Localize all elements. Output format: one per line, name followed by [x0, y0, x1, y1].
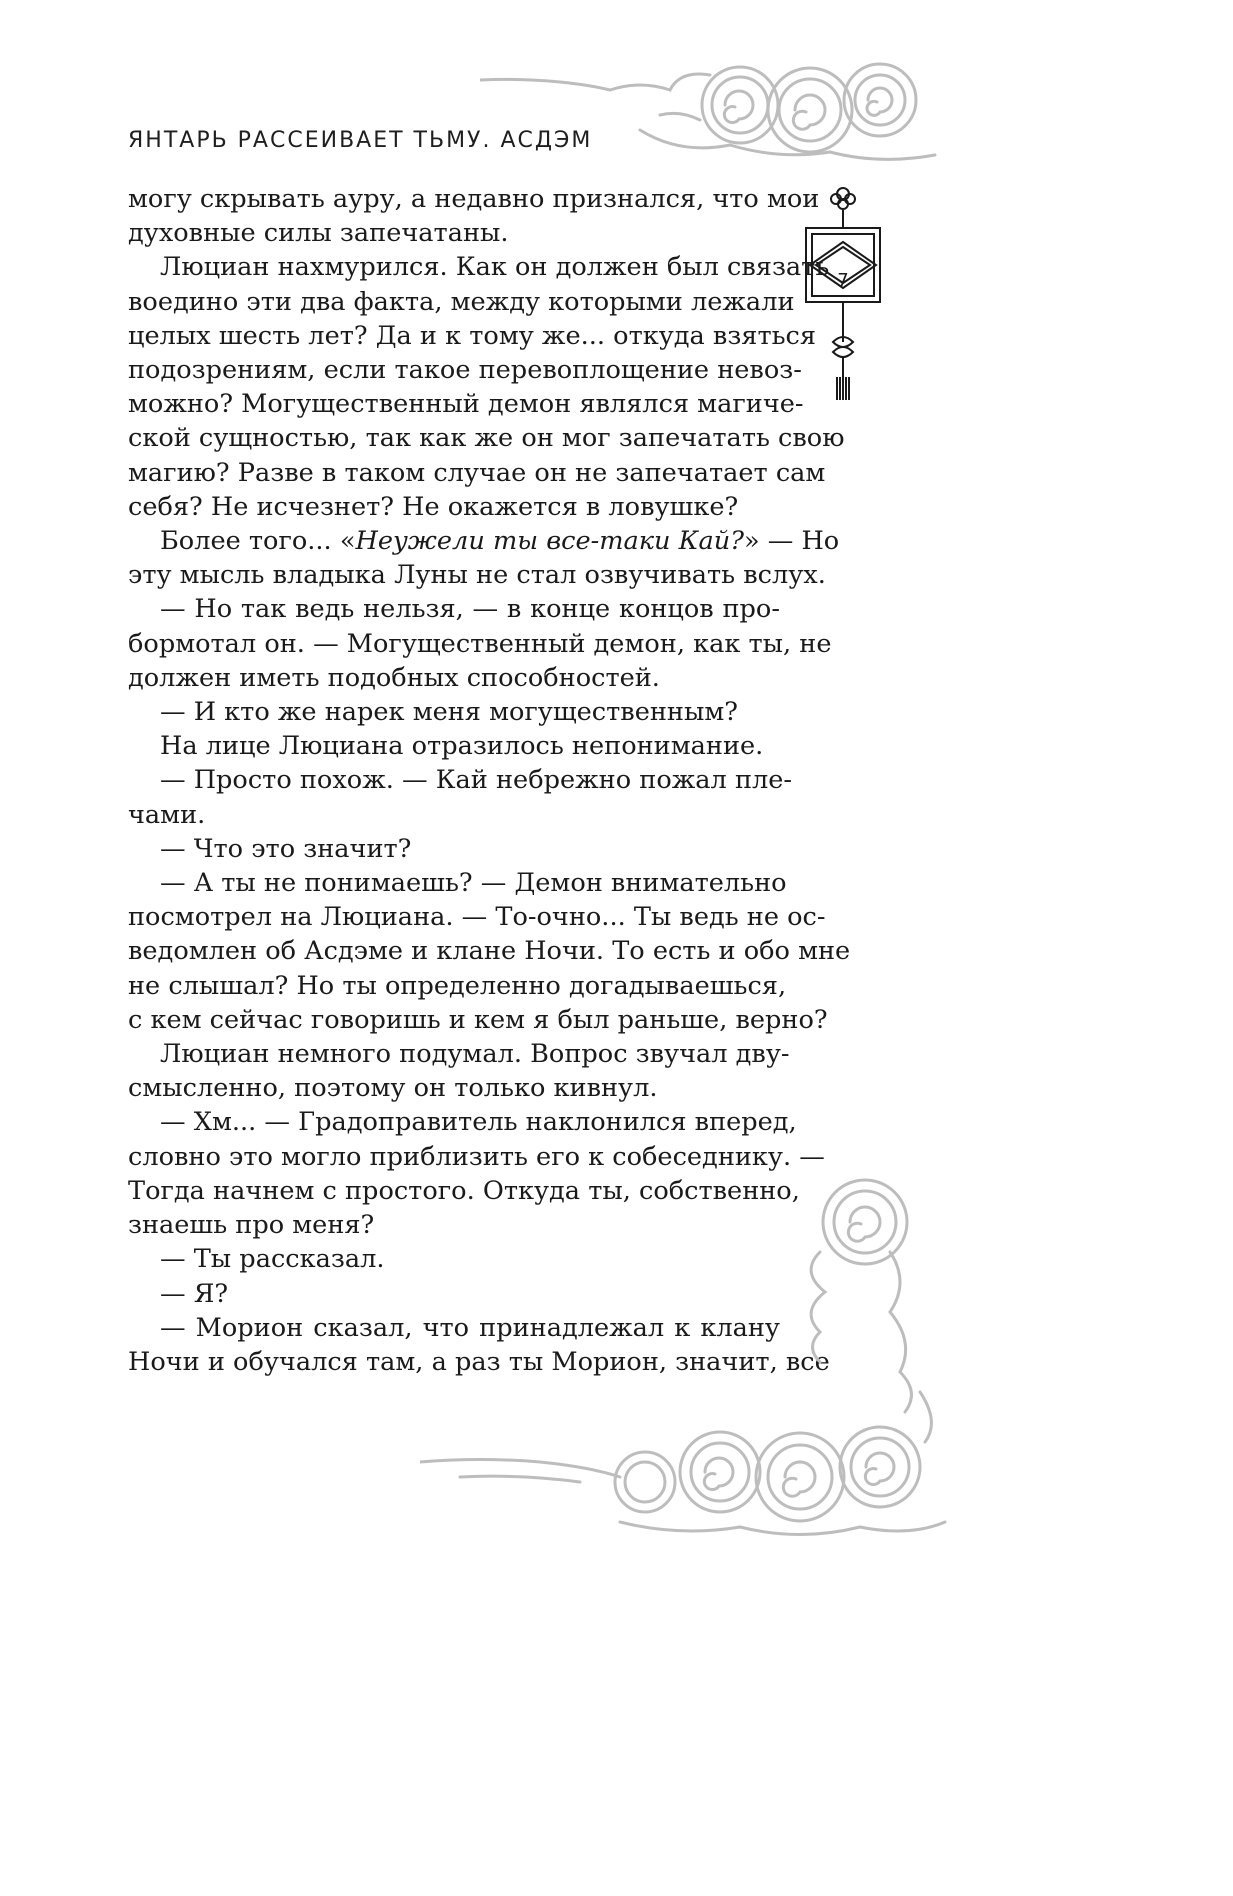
page-number-ornament: [800, 182, 886, 404]
text-line: можно? Могущественный демон являлся магиче-: [128, 389, 804, 420]
text-line: смысленно, поэтому он только кивнул.: [128, 1073, 658, 1104]
text-line: не слышал? Но ты определенно догадываешься,: [128, 970, 787, 1001]
text-line: — Но так ведь нельзя, — в конце концов про-: [160, 594, 780, 625]
text-line: духовные силы запечатаны.: [128, 218, 509, 249]
text-line: бормотал он. — Могущественный демон, как ты, не: [128, 628, 832, 659]
text-line: подозрениям, если такое перевоплощение невоз-: [128, 355, 802, 386]
lantern-icon: [800, 182, 886, 404]
page-number: 7: [837, 270, 849, 291]
text-line: знаешь про меня?: [128, 1210, 375, 1241]
text-line: ведомлен об Асдэме и клане Ночи. То есть и обо мне: [128, 936, 851, 967]
text-line: эту мысль владыка Луны не стал озвучивать вслух.: [128, 560, 826, 591]
text-line: с кем сейчас говоришь и кем я был раньше, верно?: [128, 1004, 828, 1035]
text-line: целых шесть лет? Да и к тому же... откуда взяться: [128, 320, 817, 351]
text-line: магию? Разве в таком случае он не запечатает сам: [128, 457, 826, 488]
text-line: — И кто же нарек меня могущественным?: [160, 697, 738, 728]
text-line: — Морион сказал, что принадлежал к клану: [160, 1312, 780, 1343]
text-line: Люциан немного подумал. Вопрос звучал дву-: [160, 1039, 790, 1070]
text-line: — А ты не понимаешь? — Демон внимательно: [160, 868, 787, 899]
text-line: словно это могло приблизить его к собеседнику. —: [128, 1141, 825, 1172]
text-line: — Я?: [160, 1278, 229, 1309]
text-line: должен иметь подобных способностей.: [128, 662, 660, 693]
text-line: — Хм... — Градоправитель наклонился вперед,: [160, 1107, 797, 1138]
text-line: посмотрел на Люциана. — То-очно... Ты ведь не ос-: [128, 902, 826, 933]
text-line: Тогда начнем с простого. Откуда ты, собственно,: [128, 1175, 800, 1206]
cloud-ornament-top: [480, 60, 940, 170]
text-line: [128, 524, 840, 558]
text-line: могу скрывать ауру, а недавно признался, что мои: [128, 184, 820, 214]
text-line: воедино эти два факта, между которыми лежали: [128, 286, 795, 317]
text-line: — Ты рассказал.: [160, 1244, 385, 1275]
text-line-pre: Более того... «: [160, 526, 356, 557]
text-line: себя? Не исчезнет? Не окажется в ловушке?: [128, 491, 739, 522]
italic-thought: Неужели ты все-таки Кай?: [355, 526, 744, 557]
text-line: — Что это значит?: [160, 833, 412, 864]
text-line: ской сущностью, так как же он мог запечатать свою: [128, 423, 845, 454]
text-line-post: » — Но: [743, 526, 840, 557]
text-line: — Просто похож. — Кай небрежно пожал пле-: [160, 765, 793, 796]
text-line: На лице Люциана отразилось непонимание.: [160, 731, 764, 762]
cloud-ornament-bottom: [420, 1132, 950, 1552]
text-line: чами.: [128, 799, 206, 830]
text-line: Ночи и обучался там, а раз ты Морион, значит, все: [128, 1346, 830, 1377]
text-line: Люциан нахмурился. Как он должен был связать: [160, 252, 830, 283]
running-head: ЯНТАРЬ РАССЕИВАЕТ ТЬМУ. АСДЭМ: [128, 128, 593, 153]
